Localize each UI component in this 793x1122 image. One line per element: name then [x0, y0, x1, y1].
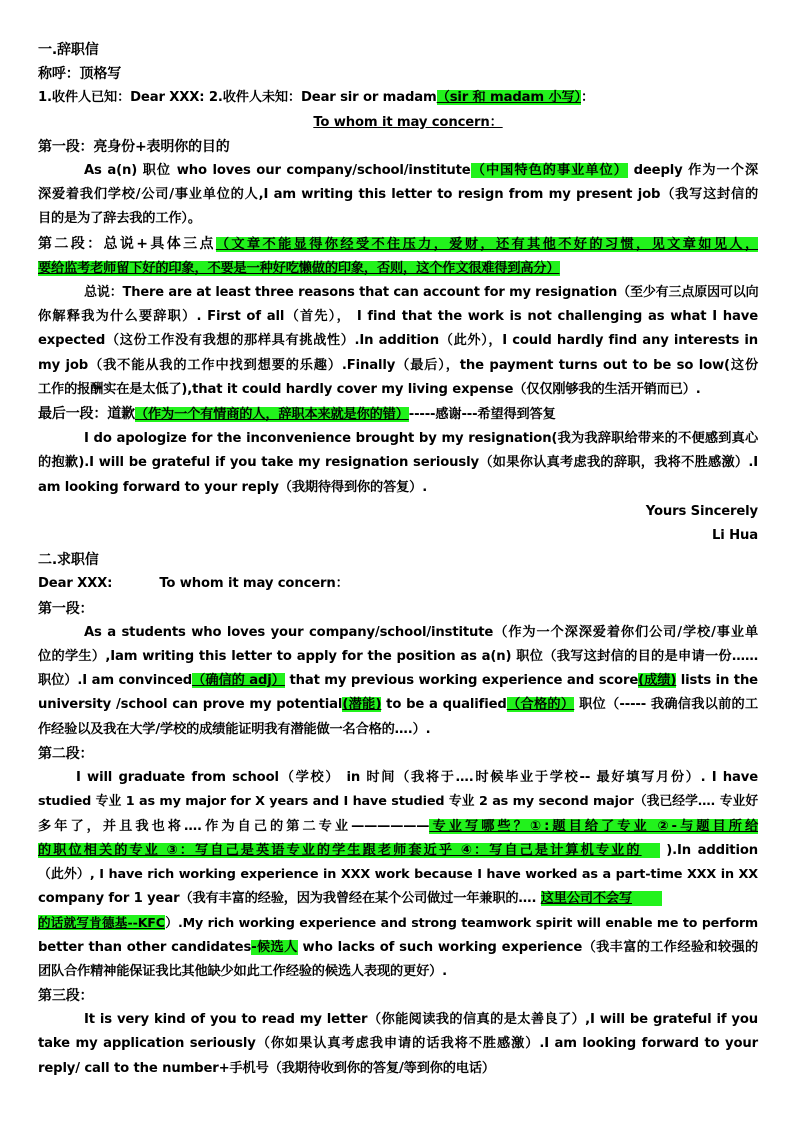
final-para-heading-line: [38, 402, 758, 427]
text-segment: lists in the: [676, 673, 758, 689]
text-line: [38, 887, 758, 911]
text-segment: better than other candidates: [38, 939, 252, 955]
highlight-potential-note: (潜能): [342, 697, 382, 713]
text-line: （此外）, I have rich working experience in XXX work because I have worked as a part-time XXX in XX: [38, 866, 758, 882]
highlight-para2-note: （文章不能显得你经受不住压力，爱财，还有其他不好的习惯，见文章如见人，: [215, 236, 758, 252]
text-line: It is very kind of you to read my letter（你能阅读我的信真的是太善良了）,I will be grateful if you: [84, 1012, 758, 1028]
text-line: am looking forward to your reply（我期待得到你的答复）.: [38, 479, 428, 495]
para3-heading: 第三段：: [38, 987, 94, 1004]
highlight-kfc-note: 的话就写肯德基--KFC: [38, 915, 165, 931]
highlight-text: 这里公司不会写: [540, 891, 633, 907]
text-segment: As a(n) 职位 who loves our company/school/institute: [84, 163, 471, 179]
text-line: 工作的报酬实在是太低了),that it could hardly cover my living expense（仅仅刚够我的生活开销而已）.: [38, 381, 701, 397]
to-whom-text: To whom it may concern：: [313, 114, 503, 130]
text-line: take my application seriously（你如果认真考虑我申请的话我将不胜感激）.I am looking forward to your: [38, 1036, 758, 1052]
to-whom-line: [38, 111, 758, 135]
highlight-convinced-note: （确信的 adj）: [192, 673, 285, 689]
highlight-para2-note-cont: 要给监考老师留下好的印象，不要是一种好吃懒做的印象，否则，这个作文很难得到高分）: [38, 260, 560, 276]
para1-heading: 第一段：亮身份+表明你的目的: [38, 138, 230, 155]
text-line: [38, 669, 758, 693]
text-segment: university /school can prove my potential: [38, 697, 343, 713]
para2-heading: 第二段：: [38, 745, 94, 762]
text-line: my job（我不能从我的工作中找到想要的乐趣）.Finally（最后），the payment turns out to be so low(这份: [38, 357, 758, 373]
text-line: As a students who loves your company/school/institute（作为一个深深爱着你们公司/学校/事业单: [84, 624, 758, 640]
salutation-options: [38, 86, 758, 110]
text-segment: 职位（----- 我确信我以前的工: [574, 697, 758, 713]
final-para-heading: 最后一段：道歉: [38, 406, 135, 423]
text-line: [38, 936, 758, 960]
salutation-colon: ：: [580, 90, 595, 106]
application-letter-section: [38, 548, 758, 1080]
text-segment: ）.My rich working experience and strong teamwork spirit will enable me to perform: [164, 915, 758, 931]
highlight-institution-note: （中国特色的事业单位）: [470, 163, 628, 179]
section-title-resignation: 一.辞职信: [38, 42, 99, 58]
highlight-major-note: 专业写哪些？①:题目给了专业 ②-与题目所给: [429, 818, 758, 834]
text-segment: who lacks of such working experience（我丰富的工作经验和较强的: [297, 939, 759, 955]
text-line: [38, 159, 758, 183]
salutation-line: [38, 572, 758, 596]
text-segment: that my previous working experience and score: [284, 673, 639, 689]
para2-heading-line: [38, 232, 758, 257]
signature-name: Li Hua: [712, 528, 758, 544]
text-line: 目的是为了辞去我的工作）。: [38, 211, 201, 227]
resignation-letter-section: [38, 38, 758, 548]
text-line: 的抱歉).I will be grateful if you take my resignation seriously（如果你认真考虑我的辞职，我将不胜感激）.I: [38, 455, 758, 471]
highlight-text: 的职位相关的专业 ③：写自己是英语专业的学生跟老师套近乎 ④：写自己是计算机专业的: [38, 842, 642, 858]
highlight-company-note: [541, 891, 662, 906]
salutation-unknown: To whom it may concern：: [159, 576, 349, 592]
highlight-apology-note: （作为一个有情商的人，辞职本来就是你的错）: [134, 407, 409, 423]
text-line: 总说：There are at least three reasons that can account for my resignation（至少有三点原因可以向: [84, 285, 759, 301]
text-line: [38, 693, 758, 717]
closing-signoff: Yours Sincerely: [645, 503, 758, 519]
text-line: 作经验以及我在大学/学校的成绩能证明我有潜能做一名合格的….）.: [38, 721, 431, 737]
text-line: I will graduate from school（学校） in 时间（我将于….时候毕业于学校-- 最好填写月份）. I have: [76, 770, 758, 786]
text-line: I do apologize for the inconvenience brought by my resignation(我为我辞职给带来的不便感到真心: [84, 431, 758, 447]
text-line: [38, 911, 758, 935]
text-segment: 多年了，并且我也将….作为自己的第二专业——————: [38, 818, 430, 834]
text-line: [38, 815, 758, 839]
salutation-text: 1.收件人已知：Dear XXX: 2.收件人未知：Dear sir or madam: [38, 90, 437, 106]
highlight-score-note: (成绩): [638, 673, 677, 689]
text-segment: deeply 作为一个深: [627, 163, 758, 179]
text-line: [38, 257, 758, 281]
salutation-note: 称呼：顶格写: [38, 66, 122, 83]
salutation-known: Dear XXX:: [38, 576, 113, 592]
highlight-major-note-cont: [38, 843, 660, 858]
para2-heading: 第二段：总说+具体三点: [38, 235, 216, 252]
section-title-application: 二.求职信: [38, 552, 99, 569]
text-line: 位的学生）,Iam writing this letter to apply for the position as a(n) 职位（我写这封信的目的是申请一份……: [38, 649, 758, 665]
highlight-candidate-note: -候选人: [251, 939, 298, 955]
text-line: 深爱着我们学校/公司/事业单位的人,I am writing this letter to resign from my present job（我写这封信的: [38, 187, 758, 203]
text-segment: to be a qualified: [381, 697, 507, 713]
text-line: 你解释我为什么要辞职）. First of all（首先）， I find that the work is not challenging as what I have: [38, 309, 758, 325]
text-line: reply/ call to the number+手机号（我期待收到你的答复/等到你的电话）: [38, 1060, 495, 1076]
text-segment: 职位）.I am convinced: [38, 673, 193, 689]
text-line: studied 专业 1 as my major for X years and I have studied 专业 2 as my second major（我已经学…. 专业好: [38, 794, 758, 810]
highlight-qualified-note: （合格的）: [506, 697, 575, 713]
para1-heading: 第一段：: [38, 600, 94, 617]
text-segment: -----感谢---希望得到答复: [408, 407, 556, 423]
document-page: [38, 38, 758, 1081]
text-segment: company for 1 year（我有丰富的经验，因为我曾经在某个公司做过一年兼职的….: [38, 891, 541, 907]
text-line: [38, 839, 758, 863]
text-line: 团队合作精神能保证我比其他缺少如此工作经验的候选人表现的更好）.: [38, 963, 448, 979]
text-segment: ).In addition: [659, 842, 758, 858]
text-line: expected（这份工作没有我想的那样具有挑战性）.In addition（此外），I could hardly find any interests in: [38, 333, 758, 349]
highlight-lowercase-note: （sir 和 madam 小写）: [436, 90, 581, 106]
